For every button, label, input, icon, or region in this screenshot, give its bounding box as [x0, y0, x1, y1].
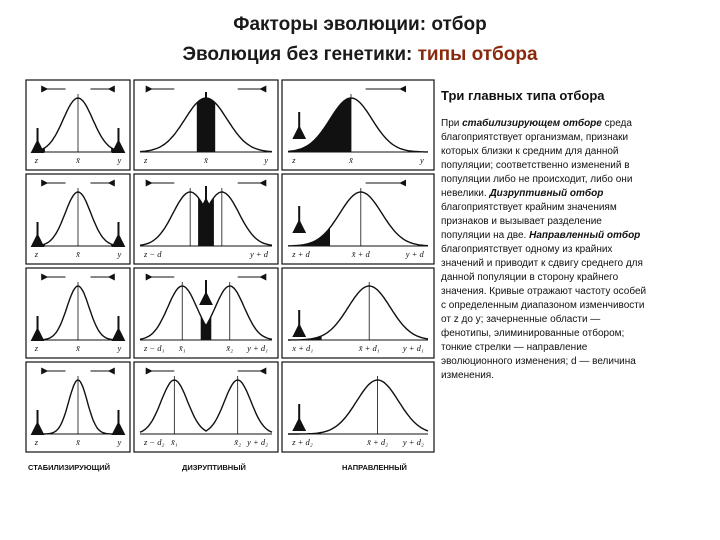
side-text-1: При	[441, 118, 463, 129]
frequency-curve	[288, 192, 428, 246]
axis-label: y + d	[405, 249, 424, 259]
side-text-2: среда благоприятствует организмам, признаки которых близки к средним для данной популяции; соответственно изменений в популяции либо не происходит, либо они невелики.	[441, 118, 633, 199]
axis-label: z − d	[143, 249, 162, 259]
axis-label: z + d₂	[292, 437, 313, 447]
axis-label: y + d₁	[402, 343, 424, 353]
axis-label: x̄₁	[170, 437, 178, 447]
axis-label: x̄ + d₁	[358, 343, 380, 353]
footer-label-directional: НАПРАВЛЕННЫЙ	[342, 463, 407, 472]
axis-label: x̄₂	[234, 437, 242, 447]
side-text-3: благоприятствует крайним значениям признаков и вызывает разделение популяции на две.	[441, 202, 617, 241]
frequency-curve	[288, 98, 428, 152]
axis-label: y	[420, 155, 424, 165]
axis-label: x̄₁	[178, 343, 186, 353]
axis-label: y	[264, 155, 269, 165]
axis-label: x̄	[76, 343, 80, 353]
axis-label: x̄ + d₂	[367, 437, 389, 447]
axis-label: y + d₂	[402, 437, 424, 447]
axis-label: z	[34, 437, 39, 447]
axis-label: x̄	[76, 155, 80, 165]
frequency-curve	[140, 380, 272, 432]
axis-label: z	[34, 343, 39, 353]
axis-label: x̄	[204, 155, 208, 165]
footer-label-disruptive: ДИЗРУПТИВНЫЙ	[182, 463, 246, 472]
axis-label: z	[292, 155, 296, 165]
side-text-4: благоприятствует одному из крайних значений и приводит к сдвигу среднего для данной популяции в сторону крайнего значения. Кривые отражают частоту особей с определенным диапазоном изменчивости от z до y; зачерненные области — фенотипы, элиминированные отбором; тонкие стрелки — направление эволюционного изменения; d — величина изменения.	[441, 244, 647, 381]
axis-label: y	[117, 249, 122, 259]
slide-subtitle	[0, 44, 720, 66]
axis-label: y	[117, 155, 122, 165]
axis-label: z	[143, 155, 148, 165]
axis-label: y + d₂	[247, 437, 269, 447]
frequency-curve	[288, 380, 428, 434]
axis-label: z − d₂	[143, 437, 165, 447]
eliminated-region	[288, 98, 351, 152]
panel-frame	[282, 80, 434, 170]
axis-label: z	[34, 155, 39, 165]
footer-label-stabilizing: СТАБИЛИЗИРУЮЩИЙ	[28, 463, 111, 472]
axis-label: y + d₁	[247, 343, 269, 353]
side-text	[441, 88, 647, 383]
frequency-curve	[288, 286, 428, 340]
axis-label: y	[117, 343, 122, 353]
side-paragraph	[441, 117, 647, 383]
axis-label: x̄ + d	[351, 249, 370, 259]
term-stabilizing: стабилизирующем отборе	[462, 118, 602, 129]
panels-group	[26, 80, 434, 452]
subtitle-highlight: типы отбора	[417, 44, 538, 65]
axis-label: z − d₁	[143, 343, 165, 353]
eliminated-region	[198, 198, 214, 247]
axis-label: x + d₁	[292, 343, 314, 353]
subtitle-prefix: Эволюция без генетики:	[182, 44, 418, 65]
axis-label: x̄	[76, 249, 80, 259]
slide-title: Факторы эволюции: отбор	[233, 14, 487, 35]
axis-label: z + d	[292, 249, 310, 259]
axis-label: y	[117, 437, 122, 447]
axis-label: x̄₂	[226, 343, 234, 353]
axis-label: z	[34, 249, 39, 259]
term-disruptive: Дизруптивный отбор	[489, 188, 604, 199]
axis-label: y + d	[250, 249, 269, 259]
side-heading: Три главных типа отбора	[441, 88, 605, 103]
selection-types-figure	[20, 78, 436, 478]
term-directional: Направленный отбор	[529, 230, 641, 241]
axis-label: x̄	[76, 437, 80, 447]
axis-label: x̄	[349, 155, 353, 165]
